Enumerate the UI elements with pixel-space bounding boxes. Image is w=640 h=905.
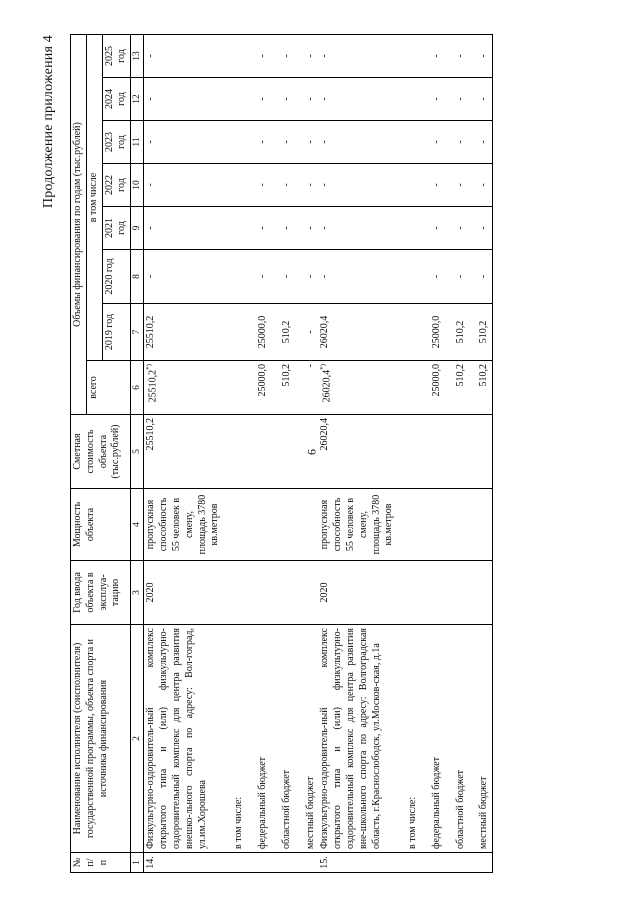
empty-cell — [247, 561, 271, 625]
funding-total-value: 25510,2 — [147, 369, 159, 403]
year-value: - — [144, 250, 223, 304]
row-number: 15. — [318, 853, 397, 873]
empty-cell — [295, 415, 319, 489]
empty-cell — [295, 853, 319, 873]
empty-cell — [445, 561, 469, 625]
source-year-value — [223, 78, 247, 121]
empty-cell — [247, 853, 271, 873]
source-year-value: - — [247, 164, 271, 207]
empty-cell — [468, 853, 492, 873]
column-number: 6 — [131, 361, 144, 415]
source-year-value: - — [271, 164, 295, 207]
funding-total — [144, 361, 223, 415]
empty-cell — [397, 489, 421, 561]
source-year-value — [223, 304, 247, 361]
source-year-value: - — [468, 121, 492, 164]
source-year-value — [223, 207, 247, 250]
empty-cell — [397, 853, 421, 873]
row-number: 14. — [144, 853, 223, 873]
source-year-value — [397, 78, 421, 121]
commission-year: 2020 — [318, 561, 397, 625]
source-row — [295, 35, 319, 873]
source-total: 510,2 — [271, 361, 295, 415]
footnote-mark: *) — [319, 364, 328, 370]
funding-source: местный бюджет — [468, 625, 492, 853]
column-number: 11 — [131, 121, 144, 164]
empty-cell — [445, 415, 469, 489]
commission-year: 2020 — [144, 561, 223, 625]
source-year-value: - — [247, 78, 271, 121]
funding-total — [318, 361, 397, 415]
table-row — [144, 35, 223, 873]
empty-cell — [295, 561, 319, 625]
source-total: - — [295, 361, 319, 415]
object-capacity: пропускная способность 55 человек в смену, площадь 3780 кв.метров — [318, 489, 397, 561]
column-number: 10 — [131, 164, 144, 207]
source-year-value: - — [271, 35, 295, 78]
empty-cell — [468, 415, 492, 489]
source-year-value: - — [295, 207, 319, 250]
source-year-value: - — [271, 78, 295, 121]
header-year-col: 2021 год — [102, 207, 131, 250]
empty-cell — [397, 561, 421, 625]
empty-cell — [421, 415, 445, 489]
source-year-value: - — [445, 121, 469, 164]
source-year-value: - — [468, 78, 492, 121]
year-value: - — [318, 207, 397, 250]
funding-source: областной бюджет — [271, 625, 295, 853]
header-year-col: 2025 год — [102, 35, 131, 78]
appendix-title: Продолжение приложения 4 — [41, 35, 56, 209]
year-value: - — [318, 78, 397, 121]
funding-source: федеральный бюджет — [421, 625, 445, 853]
source-year-value — [397, 121, 421, 164]
source-year-value — [397, 207, 421, 250]
source-row — [445, 35, 469, 873]
column-number: 3 — [131, 561, 144, 625]
source-row — [421, 35, 445, 873]
year-value: - — [318, 250, 397, 304]
empty-cell — [223, 853, 247, 873]
header-year-col: 2023 год — [102, 121, 131, 164]
funding-source: федеральный бюджет — [247, 625, 271, 853]
source-year-value: 510,2 — [468, 304, 492, 361]
source-year-value: - — [295, 304, 319, 361]
source-total: 25000,0 — [421, 361, 445, 415]
source-total — [397, 361, 421, 415]
header-year-col: 2022 год — [102, 164, 131, 207]
header-year: Год ввода объекта в эксплуа-тацию — [71, 561, 131, 625]
source-year-value: 510,2 — [445, 304, 469, 361]
footnote-mark: *) — [145, 364, 154, 370]
financing-table — [70, 34, 493, 873]
column-number: 12 — [131, 78, 144, 121]
source-year-value: - — [445, 207, 469, 250]
page-number: 6 — [304, 449, 319, 455]
empty-cell — [223, 415, 247, 489]
source-year-value — [223, 35, 247, 78]
empty-cell — [397, 415, 421, 489]
funding-total-value: 26020,4 — [321, 369, 333, 403]
year-value: - — [144, 207, 223, 250]
empty-cell — [271, 561, 295, 625]
object-name: Физкультурно-оздоровитель-ный комплекс открытого типа и (или) физкультурно-оздоровительный комплекс для центра развития внешко-льного спорта по адресу: Вол-гоград, ул.им.Хорошева — [144, 625, 223, 853]
year-value: - — [318, 121, 397, 164]
column-number: 9 — [131, 207, 144, 250]
header-cost: Сметная стоимость объекта (тыс.рублей) — [71, 415, 131, 489]
source-year-value — [223, 250, 247, 304]
source-row — [468, 35, 492, 873]
funding-source: в том числе: — [223, 625, 247, 853]
header-year-col: 2020 год — [102, 250, 131, 304]
source-year-value: 25000,0 — [421, 304, 445, 361]
empty-cell — [247, 415, 271, 489]
object-name: Физкультурно-оздоровитель-ный комплекс открытого типа и (или) физкультурно-оздоровительный комплекс для центра развития вне-школьного спорта по адресу: Волгоградская область, г.Краснослободск, ул.Москов-ская, д.1а — [318, 625, 397, 853]
header-incl: в том числе — [86, 35, 102, 361]
source-year-value: - — [271, 250, 295, 304]
source-year-value: - — [421, 207, 445, 250]
column-number: 13 — [131, 35, 144, 78]
empty-cell — [247, 489, 271, 561]
source-year-value: - — [468, 164, 492, 207]
rotated-page — [31, 17, 574, 873]
empty-cell — [445, 853, 469, 873]
year-value: - — [318, 35, 397, 78]
empty-cell — [295, 489, 319, 561]
source-year-value: - — [468, 207, 492, 250]
empty-cell — [271, 489, 295, 561]
table-row — [318, 35, 397, 873]
source-row — [247, 35, 271, 873]
estimated-cost: 25510,2 — [144, 415, 223, 489]
source-year-value — [397, 250, 421, 304]
source-year-value: - — [445, 250, 469, 304]
source-year-value: 510,2 — [271, 304, 295, 361]
funding-source: областной бюджет — [445, 625, 469, 853]
source-total: 25000,0 — [247, 361, 271, 415]
source-year-value: - — [247, 250, 271, 304]
header-name: Наименование исполнителя (соисполнителя) государственной программы, объекта спорта и источника финансирования — [71, 625, 131, 853]
source-year-value: - — [247, 121, 271, 164]
table-body — [144, 35, 493, 873]
year-value: - — [144, 121, 223, 164]
source-year-value: - — [271, 207, 295, 250]
source-year-value: 25000,0 — [247, 304, 271, 361]
empty-cell — [271, 415, 295, 489]
year-value: - — [144, 78, 223, 121]
source-year-value: - — [421, 35, 445, 78]
empty-cell — [468, 561, 492, 625]
header-total: всего — [86, 361, 130, 415]
object-capacity: пропускная способность 55 человек в смену, площадь 3780 кв.метров — [144, 489, 223, 561]
source-year-value — [223, 164, 247, 207]
empty-cell — [445, 489, 469, 561]
source-year-value: - — [295, 35, 319, 78]
header-funding: Объемы финансирования по годам (тыс.рублей) — [71, 35, 87, 415]
funding-source: местный бюджет — [295, 625, 319, 853]
source-row — [271, 35, 295, 873]
source-year-value: - — [271, 121, 295, 164]
source-year-value: - — [445, 164, 469, 207]
source-year-value: - — [445, 35, 469, 78]
year-value: - — [318, 164, 397, 207]
empty-cell — [468, 489, 492, 561]
empty-cell — [421, 489, 445, 561]
empty-cell — [223, 489, 247, 561]
column-number: 8 — [131, 250, 144, 304]
header-year-col: 2019 год — [102, 304, 131, 361]
column-number: 7 — [131, 304, 144, 361]
source-year-value: - — [421, 164, 445, 207]
source-year-value: - — [445, 78, 469, 121]
year-value: - — [144, 35, 223, 78]
source-year-value: - — [421, 78, 445, 121]
source-year-value: - — [468, 250, 492, 304]
year-value: 25510,2 — [144, 304, 223, 361]
empty-cell — [421, 853, 445, 873]
column-number: 1 — [131, 853, 144, 873]
source-year-value: - — [295, 250, 319, 304]
empty-cell — [271, 853, 295, 873]
source-year-value — [397, 304, 421, 361]
source-year-value — [397, 164, 421, 207]
estimated-cost: 26020,4 — [318, 415, 397, 489]
funding-source: в том числе: — [397, 625, 421, 853]
column-number: 5 — [131, 415, 144, 489]
header-year-col: 2024 год — [102, 78, 131, 121]
source-total: 510,2 — [468, 361, 492, 415]
source-year-value: - — [295, 164, 319, 207]
source-year-value: - — [247, 35, 271, 78]
source-year-value: - — [421, 121, 445, 164]
source-year-value: - — [295, 78, 319, 121]
source-total — [223, 361, 247, 415]
empty-cell — [223, 561, 247, 625]
source-total: 510,2 — [445, 361, 469, 415]
source-year-value: - — [468, 35, 492, 78]
header-no: № п/п — [71, 853, 131, 873]
header-capacity: Мощность объекта — [71, 489, 131, 561]
column-number: 4 — [131, 489, 144, 561]
column-number: 2 — [131, 625, 144, 853]
empty-cell — [421, 561, 445, 625]
source-year-value: - — [421, 250, 445, 304]
source-row — [397, 35, 421, 873]
source-year-value — [223, 121, 247, 164]
source-year-value: - — [247, 207, 271, 250]
year-value: 26020,4 — [318, 304, 397, 361]
year-value: - — [144, 164, 223, 207]
source-year-value — [397, 35, 421, 78]
source-row — [223, 35, 247, 873]
source-year-value: - — [295, 121, 319, 164]
